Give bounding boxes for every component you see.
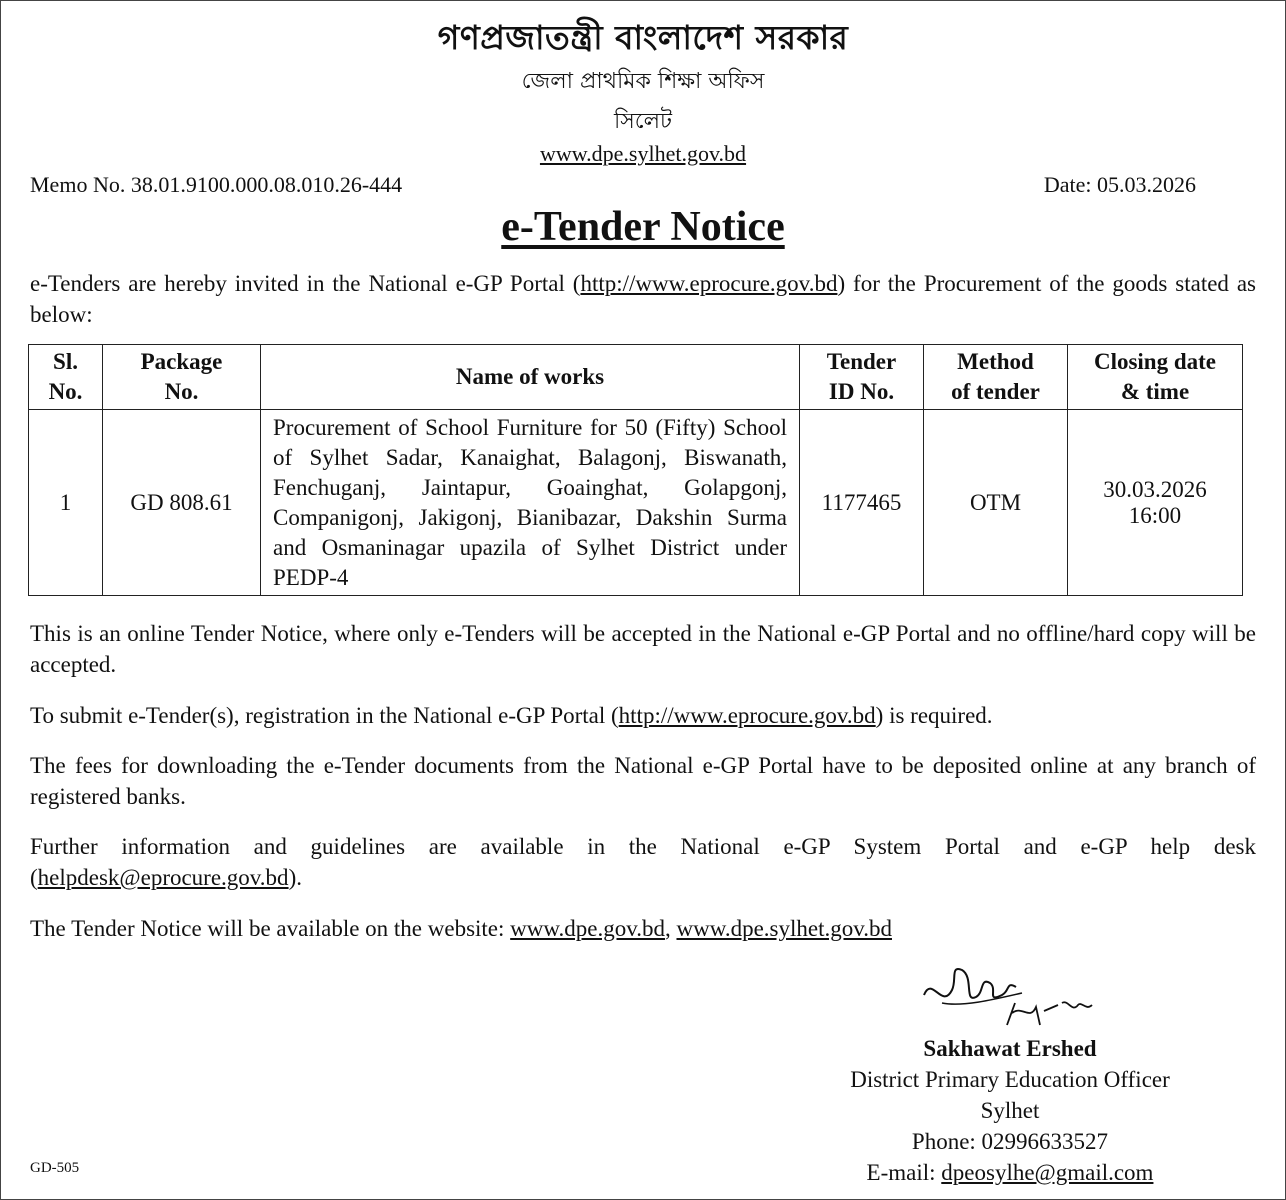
government-heading: গণপ্রজাতন্ত্রী বাংলাদেশ সরকার [437,18,849,57]
cell-method: OTM [924,410,1068,596]
info-text-end: ). [288,865,302,890]
footer-code: GD-505 [30,1160,80,1176]
header-package-line1: Package [140,349,223,374]
header-sl-line1: Sl. [53,349,78,374]
header-method [924,345,1068,410]
officer-email-link[interactable]: dpeosylhe@gmail.com [941,1160,1154,1185]
officer-name: Sakhawat Ershed [923,1036,1097,1061]
website-text-start: The Tender Notice will be available on the website: [30,916,511,941]
header-sl [29,345,103,410]
header-package [103,345,261,410]
header-closing [1068,345,1243,410]
cell-works: Procurement of School Furniture for 50 (Fifty) School of Sylhet Sadar, Kanaighat, Balagonj, Biswanath, Fenchuganj, Jaintapur, Goainghat, Golapgonj, Companigonj, Jakigonj, Bianibazar, Dakshin Surma and Osmaninagar upazila of Sylhet District under PEDP-4 [261,410,800,596]
officer-email [780,1157,1240,1188]
dpe-sylhet-website-link[interactable]: www.dpe.sylhet.gov.bd [676,916,892,941]
header-tender-id-line1: Tender [826,349,897,374]
signature-icon [912,955,1152,1040]
cell-closing [1068,410,1243,596]
eprocure-link[interactable]: http://www.eprocure.gov.bd [580,271,838,296]
header-method-line1: Method [957,349,1034,374]
registration-text-end: ) is required. [875,703,993,728]
memo-number: Memo No. 38.01.9100.000.08.010.26-444 [30,172,403,197]
officer-phone: Phone: 02996633527 [911,1129,1109,1154]
header-tender-id-line2: ID No. [828,379,895,404]
website-separator: , [664,916,677,941]
header-package-line2: No. [164,379,199,404]
header-closing-line1: Closing date [1093,349,1217,374]
info-paragraph [30,831,1256,893]
closing-time: 16:00 [1128,502,1182,528]
registration-paragraph [30,700,1256,731]
helpdesk-email-link[interactable]: helpdesk@eprocure.gov.bd [37,865,289,890]
office-website-link[interactable]: www.dpe.sylhet.gov.bd [539,141,747,166]
info-text-start: Further information and guidelines are available in the National e-GP System Portal and e-GP help desk ( [30,834,1256,890]
page-title [0,203,1286,251]
office-city: সিলেট [613,109,673,134]
cell-tender-id: 1177465 [800,410,924,596]
intro-paragraph [30,268,1256,330]
page-title-text: e-Tender Notice [501,204,785,250]
intro-text-start: e-Tenders are hereby invited in the National e-GP Portal ( [30,271,581,296]
intro-text-end: ) for the Procurement of the goods stated as below: [30,271,1257,327]
website-paragraph [30,913,1256,944]
closing-date: 30.03.2026 [1103,476,1207,502]
cell-sl: 1 [29,410,103,596]
header-method-line2: of tender [951,379,1040,404]
registration-link[interactable]: http://www.eprocure.gov.bd [618,703,876,728]
officer-email-label: E-mail: [866,1160,942,1185]
office-website [0,141,1286,167]
cell-package: GD 808.61 [103,410,261,596]
table-header-row [29,345,1243,410]
header-sl-line2: No. [48,379,83,404]
table-row [29,410,1243,596]
header-works: Name of works [261,345,800,410]
officer-designation: District Primary Education Officer [850,1067,1170,1092]
office-name: জেলা প্রাথমিক শিক্ষা অফিস [521,69,765,94]
officer-location: Sylhet [980,1098,1040,1123]
online-paragraph: This is an online Tender Notice, where only e-Tenders will be accepted in the National e-GP Portal and no offline/hard copy will be accepted. [30,621,1256,677]
dpe-website-link[interactable]: www.dpe.gov.bd [510,916,665,941]
notice-date: Date: 05.03.2026 [1043,172,1196,197]
tender-table [28,344,1243,596]
header-tender-id [800,345,924,410]
fees-paragraph: The fees for downloading the e-Tender documents from the National e-GP Portal have to be deposited online at any branch of registered banks. [30,753,1256,809]
registration-text-start: To submit e-Tender(s), registration in the National e-GP Portal ( [30,703,619,728]
header-closing-line2: & time [1120,379,1190,404]
